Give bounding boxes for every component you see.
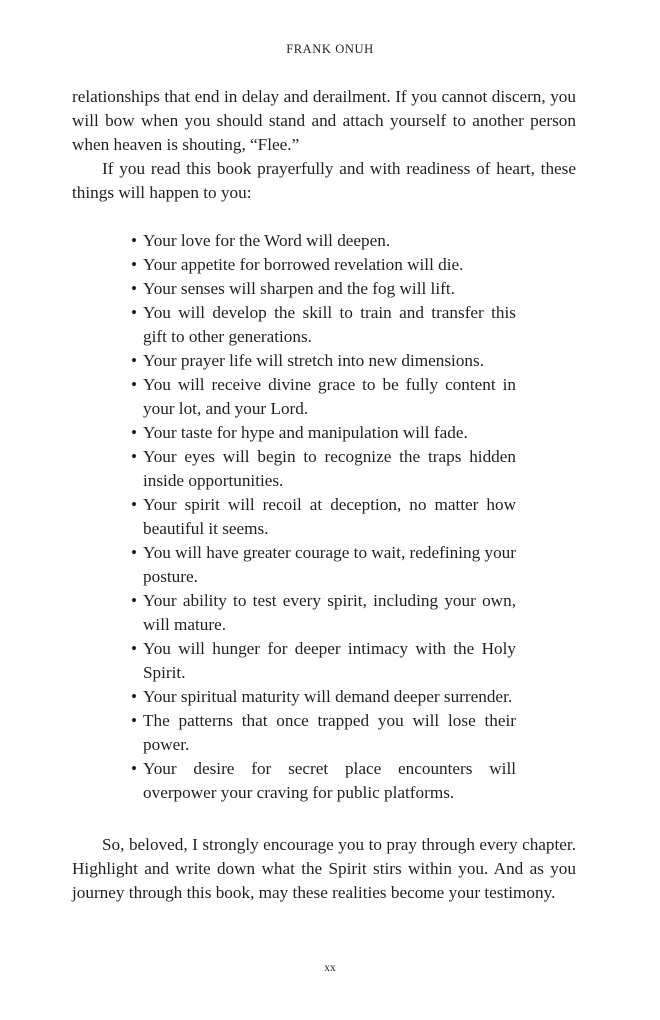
bullet-item: • Your desire for secret place encounters will overpower your craving for public platforms. (131, 757, 516, 805)
bullet-item: • Your taste for hype and manipulation will fade. (131, 421, 516, 445)
page-number: xx (324, 962, 336, 974)
bullet-item: • Your eyes will begin to recognize the traps hidden inside opportunities. (131, 445, 516, 493)
closing-paragraphs (72, 833, 576, 905)
bullet-item: • Your prayer life will stretch into new dimensions. (131, 349, 516, 373)
bullet-item: • You will hunger for deeper intimacy with the Holy Spirit. (131, 637, 516, 685)
bullet-item: • The patterns that once trapped you will lose their power. (131, 709, 516, 757)
body-paragraph-2: If you read this book prayerfully and with readiness of heart, these things will happen to you: (72, 159, 576, 202)
body-paragraph-3: So, beloved, I strongly encourage you to pray through every chapter. Highlight and write down what the Spirit stirs within you. And as you journey through this book, may these realities become your testimony. (72, 835, 576, 902)
bullet-item: • You will have greater courage to wait, redefining your posture. (131, 541, 516, 589)
intro-paragraphs (72, 85, 576, 205)
bullet-item: • Your love for the Word will deepen. (131, 229, 516, 253)
bullet-item: • You will receive divine grace to be fully content in your lot, and your Lord. (131, 373, 516, 421)
outcomes-bullet-list (131, 229, 516, 805)
bullet-item: • Your spiritual maturity will demand deeper surrender. (131, 685, 516, 709)
bullet-item: • You will develop the skill to train and transfer this gift to other generations. (131, 301, 516, 349)
bullet-item: • Your spirit will recoil at deception, no matter how beautiful it seems. (131, 493, 516, 541)
body-paragraph-1: relationships that end in delay and derailment. If you cannot discern, you will bow when you should stand and attach yourself to another person when heaven is shouting, “Flee.” (72, 87, 576, 154)
bullet-item: • Your appetite for borrowed revelation will die. (131, 253, 516, 277)
bullet-item: • Your senses will sharpen and the fog will lift. (131, 277, 516, 301)
running-head: FRANK ONUH (286, 42, 374, 56)
bullet-item: • Your ability to test every spirit, including your own, will mature. (131, 589, 516, 637)
